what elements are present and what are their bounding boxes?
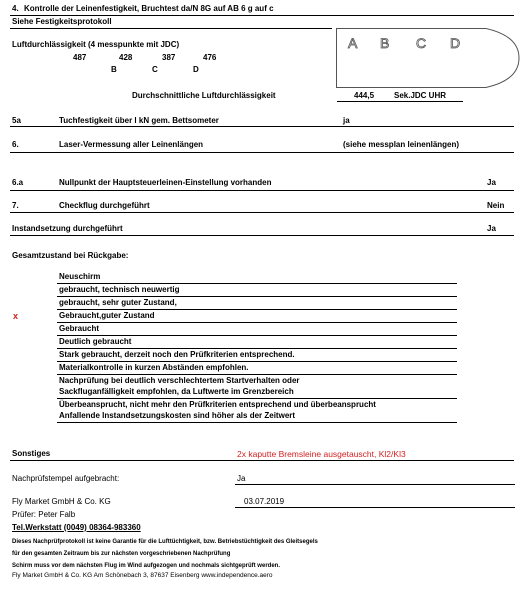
section-5a-number: 5a (12, 116, 21, 125)
avg-air-label: Durchschnittliche Luftdurchlässigkeit (132, 91, 276, 100)
air-value-b: 428 (119, 53, 133, 62)
avg-air-value: 444,5 (354, 91, 375, 100)
inspector-name: Prüfer: Peter Falb (12, 510, 76, 519)
divider (10, 28, 332, 29)
condition-selected-mark: x (13, 311, 19, 321)
inspection-date: 03.07.2019 (244, 497, 285, 506)
stamp-label: Nachprüfstempel aufgebracht: (12, 474, 120, 483)
condition-option: Deutlich gebraucht (59, 337, 132, 346)
condition-option: Nachprüfung bei deutlich verschlechtertem Startverhalten oder (59, 376, 300, 385)
air-permeability-label: Luftdurchlässigkeit (4 messpunkte mit JDC) (12, 40, 180, 49)
section-7-number: 7. (12, 201, 19, 210)
condition-option: Sackfluganfälligkeit empfohlen, da Luftwerte im Grenzbereich (59, 387, 294, 396)
section-6-value: (siehe messplan leinenlängen) (343, 140, 460, 149)
divider (10, 190, 514, 191)
divider (10, 460, 514, 461)
section-6-number: 6. (12, 140, 19, 149)
divider (57, 283, 457, 284)
misc-label: Sonstiges (12, 449, 51, 458)
section-5a-value: ja (343, 116, 350, 125)
divider (235, 507, 515, 508)
section-6a-value: Ja (487, 178, 496, 187)
stamp-value: Ja (237, 474, 246, 483)
divider (57, 309, 457, 310)
footer-address: Fly Market GmbH & Co. KG Am Schönebach 3, 87637 Eisenberg www.independence.aero (12, 572, 273, 579)
misc-value: 2x kaputte Bremsleine ausgetauscht, Kl2/Kl3 (237, 449, 406, 459)
condition-title: Gesamtzustand bei Rückgabe: (12, 251, 129, 260)
point-b: B (111, 65, 117, 74)
section-6a-number: 6.a (12, 178, 24, 187)
canopy-letter-d: D (450, 35, 461, 51)
canopy-letter-b: B (380, 35, 390, 51)
condition-option-selected: Gebraucht,guter Zustand (59, 311, 155, 320)
condition-option: Stark gebraucht, derzeit noch den Prüfkriterien entsprechend. (59, 350, 295, 359)
divider (235, 484, 515, 485)
canopy-letter-c: C (416, 35, 427, 51)
divider (10, 235, 514, 236)
section-4-number: 4. (12, 4, 19, 13)
section-7-value: Nein (487, 201, 505, 210)
divider (57, 374, 457, 375)
divider (57, 422, 457, 423)
divider (337, 101, 463, 102)
section-6-label: Laser-Vermessung aller Leinenlängen (59, 140, 204, 149)
air-value-d: 476 (203, 53, 217, 62)
condition-option: Überbeansprucht, nicht mehr den Prüfkriterien entsprechend und überbeansprucht (59, 400, 376, 409)
company-name: Fly Market GmbH & Co. KG (12, 497, 111, 506)
condition-option: gebraucht, sehr guter Zustand, (59, 298, 177, 307)
condition-option: Neuschirm (59, 272, 101, 281)
repair-value: Ja (487, 224, 496, 233)
divider (10, 126, 514, 127)
condition-option: Gebraucht (59, 324, 100, 333)
footer-disclaimer-2: für den gesamten Zeitraum bis zur nächsten vorgeschriebenen Nachprüfung (12, 551, 231, 557)
divider (10, 152, 514, 153)
footer-disclaimer-1: Dieses Nachprüfprotokoll ist keine Garantie für die Lufttüchtigkeit, bzw. Betriebstüchtigkeit des Gleitsegels (12, 539, 318, 545)
avg-air-unit: Sek.JDC UHR (394, 91, 447, 100)
section-5a-label: Tuchfestigkeit über l kN gem. Bettsometer (59, 116, 219, 125)
canopy-letter-a: A (348, 35, 358, 51)
divider (57, 348, 457, 349)
section-4-title: Kontrolle der Leinenfestigkeit, Bruchtest da/N 8G auf AB 6 g auf c (24, 4, 274, 13)
condition-option: gebraucht, technisch neuwertig (59, 285, 180, 294)
condition-option: Anfallende Instandsetzungskosten sind höher als der Zeitwert (59, 411, 296, 420)
divider (57, 335, 457, 336)
divider (57, 296, 457, 297)
air-value-c: 387 (162, 53, 176, 62)
workshop-phone: Tel.Werkstatt (0049) 08364-983360 (12, 523, 141, 532)
repair-label: Instandsetzung durchgeführt (12, 224, 123, 233)
divider (57, 361, 457, 362)
section-6a-label: Nullpunkt der Hauptsteuerleinen-Einstellung vorhanden (59, 178, 272, 187)
section-7-label: Checkflug durchgeführt (59, 201, 150, 210)
canopy-outline-diagram (336, 28, 520, 88)
divider (57, 322, 457, 323)
divider (57, 398, 457, 399)
point-d: D (193, 65, 199, 74)
divider (10, 15, 514, 16)
point-c: C (152, 65, 158, 74)
footer-instruction: Schirm muss vor dem nächsten Flug im Wind aufgezogen und nochmals sichtgeprüft werden. (12, 563, 280, 569)
condition-option: Materialkontrolle in kurzen Abständen empfohlen. (59, 363, 249, 372)
divider (10, 212, 514, 213)
protocol-note: Siehe Festigkeitsprotokoll (12, 17, 112, 26)
air-value-a: 487 (73, 53, 87, 62)
